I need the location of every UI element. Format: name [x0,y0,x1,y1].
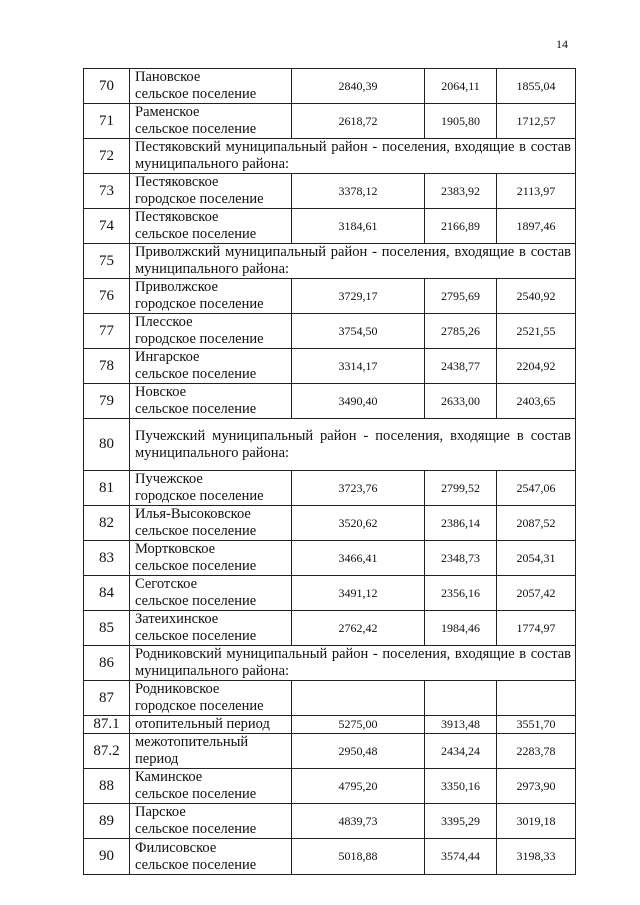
settlement-name-line: городское поселение [135,296,264,312]
settlement-name-line: Парское [135,804,186,820]
table-row [84,839,576,875]
settlement-name [130,279,292,314]
value-cell-2: 2348,73 [425,541,497,576]
settlement-name-line: Пестяковское [135,209,219,225]
value-cell-1: 3378,12 [292,174,425,209]
settlement-name-line: сельское поселение [135,856,257,873]
value-cell-3: 2057,42 [497,576,576,611]
value-cell-3: 3551,70 [497,716,576,734]
value-cell-2: 3350,16 [425,769,497,804]
settlement-name-line: сельское поселение [135,86,257,102]
settlement-name [130,471,292,506]
settlement-name [130,104,292,139]
settlement-name [130,209,292,244]
value-cell-2: 1984,46 [425,611,497,646]
table-row [84,174,576,209]
value-cell-3: 2403,65 [497,384,576,419]
settlement-name-line: отопительный период [135,716,270,732]
settlement-name-line: Сеготское [135,576,198,592]
value-cell-3: 2540,92 [497,279,576,314]
settlement-name-line: сельское поселение [135,558,257,574]
value-cell-1: 3466,41 [292,541,425,576]
row-number: 87 [84,681,130,716]
row-number: 88 [84,769,130,804]
value-cell-3: 3019,18 [497,804,576,839]
settlement-name-line: сельское поселение [135,523,257,539]
value-cell-3 [497,681,576,716]
settlement-name [130,716,292,734]
value-cell-1: 2950,48 [292,734,425,769]
settlement-name [130,576,292,611]
value-cell-2: 3913,48 [425,716,497,734]
table-row [84,716,576,734]
value-cell-1: 4839,73 [292,804,425,839]
settlement-name-line: городское поселение [135,331,264,347]
row-number: 90 [84,839,130,875]
table-row [84,69,576,104]
settlement-name-line: Плесское [135,314,193,330]
value-cell-2: 2386,14 [425,506,497,541]
table-row [84,681,576,716]
settlement-name-line: Мортковское [135,541,216,557]
value-cell-1: 3314,17 [292,349,425,384]
settlement-name-line: Родниковское [135,681,220,697]
value-cell-2: 3574,44 [425,839,497,875]
row-number: 83 [84,541,130,576]
district-header: Родниковский муниципальный район - поселения, входящие в состав муниципального района: [130,646,576,681]
value-cell-1: 2618,72 [292,104,425,139]
value-cell-1: 3754,50 [292,314,425,349]
settlement-name [130,804,292,839]
value-cell-3: 2087,52 [497,506,576,541]
row-number: 79 [84,384,130,419]
value-cell-3: 2204,92 [497,349,576,384]
row-number: 73 [84,174,130,209]
district-header-row [84,419,576,471]
row-number: 87.1 [84,716,130,734]
settlement-name [130,174,292,209]
value-cell-2: 2383,92 [425,174,497,209]
settlement-name-line: сельское поселение [135,121,257,137]
settlement-name [130,506,292,541]
settlement-name [130,734,292,769]
row-number: 87.2 [84,734,130,769]
value-cell-1: 3184,61 [292,209,425,244]
settlement-name-line: сельское поселение [135,366,257,382]
tariff-table [83,68,576,875]
row-number: 70 [84,69,130,104]
row-number: 74 [84,209,130,244]
value-cell-1: 2840,39 [292,69,425,104]
row-number: 84 [84,576,130,611]
district-header-row [84,139,576,174]
value-cell-3: 1897,46 [497,209,576,244]
settlement-name-line: Новское [135,384,187,400]
value-cell-3: 2973,90 [497,769,576,804]
value-cell-2: 2064,11 [425,69,497,104]
row-number: 78 [84,349,130,384]
table-row [84,506,576,541]
page-number: 14 [556,37,568,51]
table-row [84,804,576,839]
table-row [84,471,576,506]
district-header: Пестяковский муниципальный район - поселения, входящие в состав муниципального района: [130,139,576,174]
settlement-name [130,69,292,104]
settlement-name-line: Раменское [135,104,200,120]
table-row [84,209,576,244]
table-row [84,611,576,646]
value-cell-1: 3723,76 [292,471,425,506]
value-cell-1: 2762,42 [292,611,425,646]
settlement-name-line: сельское поселение [135,821,257,837]
value-cell-2: 2785,26 [425,314,497,349]
settlement-name [130,611,292,646]
settlement-name-line: Филисовское [135,839,217,856]
value-cell-1: 5018,88 [292,839,425,875]
value-cell-2: 2795,69 [425,279,497,314]
row-number: 76 [84,279,130,314]
row-number: 89 [84,804,130,839]
value-cell-2 [425,681,497,716]
settlement-name-line: Затеихинское [135,611,219,627]
value-cell-1: 3520,62 [292,506,425,541]
settlement-name [130,384,292,419]
settlement-name-line: городское поселение [135,191,264,207]
value-cell-1: 3491,12 [292,576,425,611]
value-cell-2: 2356,16 [425,576,497,611]
settlement-name-line: сельское поселение [135,786,257,802]
value-cell-3: 1855,04 [497,69,576,104]
table-row [84,576,576,611]
settlement-name-line: городское поселение [135,698,264,714]
settlement-name-line: Каминское [135,769,203,785]
value-cell-1 [292,681,425,716]
value-cell-2: 3395,29 [425,804,497,839]
value-cell-2: 2438,77 [425,349,497,384]
district-header: Пучежский муниципальный район - поселения, входящие в состав муниципального района: [130,419,576,471]
value-cell-1: 5275,00 [292,716,425,734]
settlement-name-line: Пановское [135,69,201,85]
table-row [84,279,576,314]
settlement-name-line: Пестяковское [135,174,219,190]
value-cell-3: 1774,97 [497,611,576,646]
settlement-name-line: период [135,751,179,767]
row-number: 77 [84,314,130,349]
value-cell-3: 2113,97 [497,174,576,209]
value-cell-1: 4795,20 [292,769,425,804]
settlement-name-line: Ингарское [135,349,200,365]
value-cell-3: 1712,57 [497,104,576,139]
settlement-name [130,769,292,804]
row-number: 82 [84,506,130,541]
value-cell-2: 2166,89 [425,209,497,244]
row-number: 86 [84,646,130,681]
value-cell-2: 2799,52 [425,471,497,506]
table-row [84,104,576,139]
row-number: 75 [84,244,130,279]
value-cell-3: 2521,55 [497,314,576,349]
settlement-name-line: городское поселение [135,488,264,504]
district-header-row [84,244,576,279]
row-number: 80 [84,419,130,471]
value-cell-1: 3729,17 [292,279,425,314]
settlement-name-line: Пучежское [135,471,203,487]
settlement-name [130,314,292,349]
settlement-name-line: Илья-Высоковское [135,506,251,522]
value-cell-2: 2633,00 [425,384,497,419]
table-row [84,384,576,419]
district-header: Приволжский муниципальный район - поселения, входящие в состав муниципального района: [130,244,576,279]
settlement-name-line: сельское поселение [135,593,257,609]
settlement-name-line: сельское поселение [135,628,257,644]
settlement-name-line: межотопительный [135,734,249,750]
settlement-name [130,681,292,716]
table-row [84,349,576,384]
row-number: 81 [84,471,130,506]
row-number: 85 [84,611,130,646]
tariff-table-body [84,69,576,875]
table-row [84,769,576,804]
row-number: 71 [84,104,130,139]
table-row [84,734,576,769]
value-cell-3: 3198,33 [497,839,576,875]
settlement-name-line: сельское поселение [135,401,257,417]
settlement-name [130,541,292,576]
value-cell-3: 2283,78 [497,734,576,769]
settlement-name [130,349,292,384]
settlement-name-line: Приволжское [135,279,218,295]
settlement-name-line: сельское поселение [135,226,257,242]
value-cell-2: 1905,80 [425,104,497,139]
row-number: 72 [84,139,130,174]
value-cell-2: 2434,24 [425,734,497,769]
table-row [84,541,576,576]
value-cell-1: 3490,40 [292,384,425,419]
value-cell-3: 2054,31 [497,541,576,576]
table-row [84,314,576,349]
district-header-row [84,646,576,681]
value-cell-3: 2547,06 [497,471,576,506]
settlement-name [130,839,292,875]
